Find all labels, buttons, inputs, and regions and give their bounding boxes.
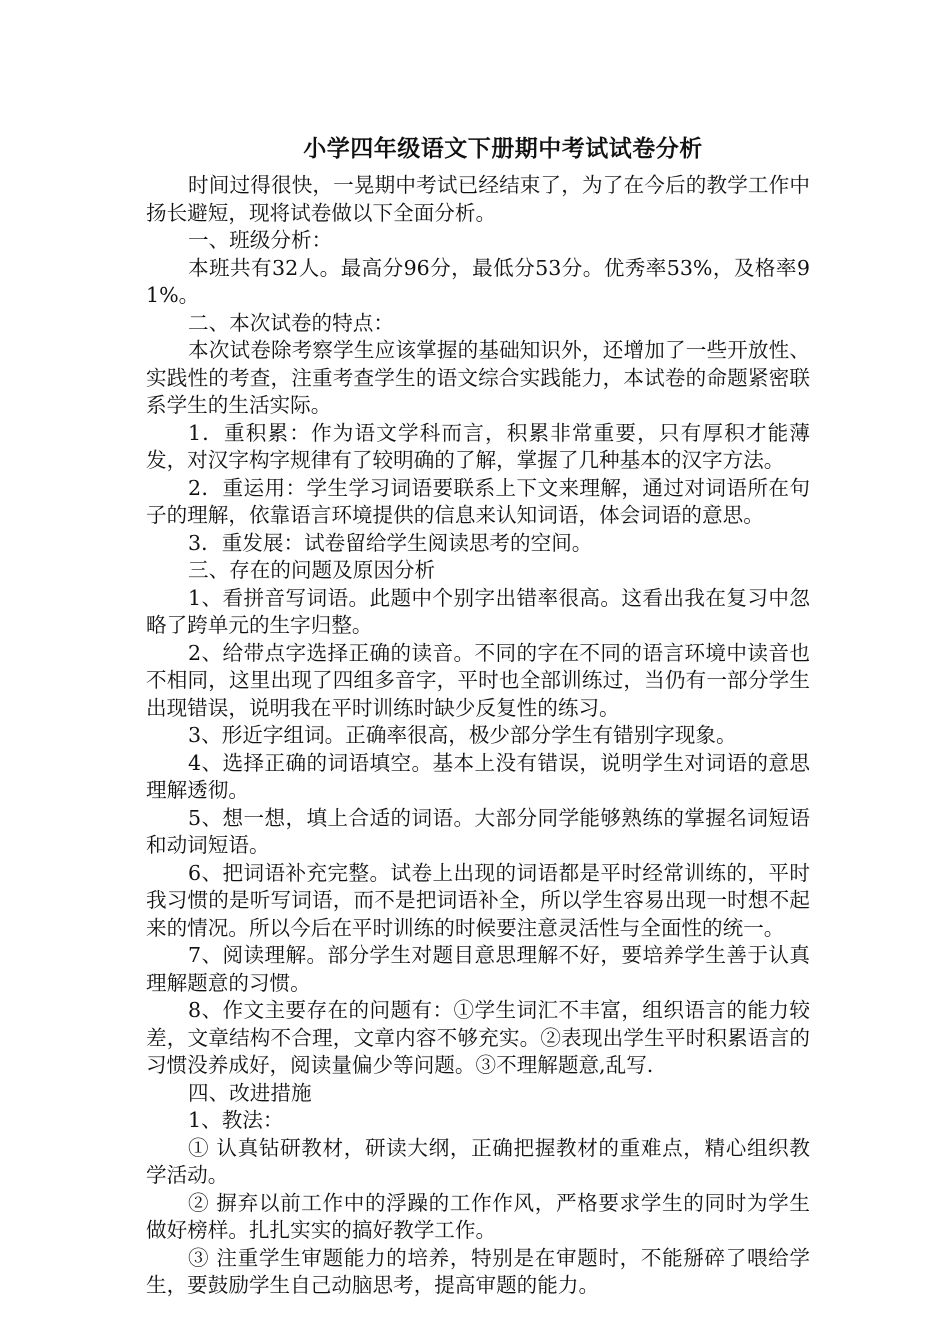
document-title: 小学四年级语文下册期中考试试卷分析 [303, 136, 703, 162]
list-item-problem-8: 8、作文主要存在的问题有：①学生词汇不丰富，组织语言的能力较差，文章结构不合理，文章内容不够充实。②表现出学生平时积累语言的习惯没养成好，阅读量偏少等问题。③不理解题意,乱写. [146, 998, 810, 1077]
list-item-problem-2: 2、给带点字选择正确的读音。不同的字在不同的语言环境中读音也不相同，这里出现了四组多音字，平时也全部训练过，当仍有一部分学生出现错误，说明我在平时训练时缺少反复性的练习。 [146, 640, 810, 720]
list-item-measure-2: ② 摒弃以前工作中的浮躁的工作作风，严格要求学生的同时为学生做好榜样。扎扎实实的搞好教学工作。 [146, 1190, 810, 1242]
list-item-feature-3: 3．重发展：试卷留给学生阅读思考的空间。 [188, 530, 593, 555]
section-heading-problems: 三、存在的问题及原因分析 [188, 558, 436, 582]
list-item-problem-5: 5、想一想，填上合适的词语。大部分同学能够熟练的掌握名词短语和动词短语。 [146, 805, 810, 857]
document-body [146, 132, 810, 1300]
list-item-feature-2: 2．重运用：学生学习词语要联系上下文来理解，通过对词语所在句子的理解，依靠语言环境提供的信息来认知词语，体会词语的意思。 [146, 475, 810, 527]
list-item-problem-1: 1、看拼音写词语。此题中个别字出错率很高。这看出我在复习中忽略了跨单元的生字归整。 [146, 585, 810, 637]
list-item-measure-1: ① 认真钻研教材，研读大纲，正确把握教材的重难点，精心组织教学活动。 [146, 1135, 810, 1187]
list-item-feature-1: 1．重积累：作为语文学科而言，积累非常重要，只有厚积才能薄发，对汉字构字规律有了较明确的了解，掌握了几种基本的汉字方法。 [146, 420, 810, 472]
paragraph-intro: 时间过得很快，一晃期中考试已经结束了，为了在今后的教学工作中扬长避短，现将试卷做以下全面分析。 [146, 173, 810, 225]
list-item-measure-3: ③ 注重学生审题能力的培养，特别是在审题时，不能掰碎了喂给学生，要鼓励学生自己动脑思考，提高审题的能力。 [146, 1245, 810, 1297]
list-item-problem-6: 6、把词语补充完整。试卷上出现的词语都是平时经常训练的，平时我习惯的是听写词语，而不是把词语补全，所以学生容易出现一时想不起来的情况。所以今后在平时训练的时候要注意灵活性与全面性的统一。 [146, 860, 810, 940]
section-heading-class-analysis: 一、班级分析： [188, 228, 333, 252]
list-item-problem-7: 7、阅读理解。部分学生对题目意思理解不好，要培养学生善于认真理解题意的习惯。 [146, 943, 810, 995]
section-heading-improvements: 四、改进措施 [188, 1080, 312, 1105]
list-item-problem-3: 3、形近字组词。正确率很高，极少部分学生有错别字现象。 [188, 723, 737, 747]
paragraph-exam-features: 本次试卷除考察学生应该掌握的基础知识外，还增加了一些开放性、实践性的考查，注重考查学生的语文综合实践能力，本试卷的命题紧密联系学生的生活实际。 [146, 338, 810, 417]
paragraph-class-stats: 本班共有32人。最高分96分，最低分53分。优秀率53%，及格率91%。 [146, 255, 810, 307]
subsection-heading-teaching-method: 1、教法： [188, 1108, 284, 1132]
section-heading-exam-features: 二、本次试卷的特点： [188, 310, 394, 335]
list-item-problem-4: 4、选择正确的词语填空。基本上没有错误，说明学生对词语的意思理解透彻。 [146, 750, 810, 802]
